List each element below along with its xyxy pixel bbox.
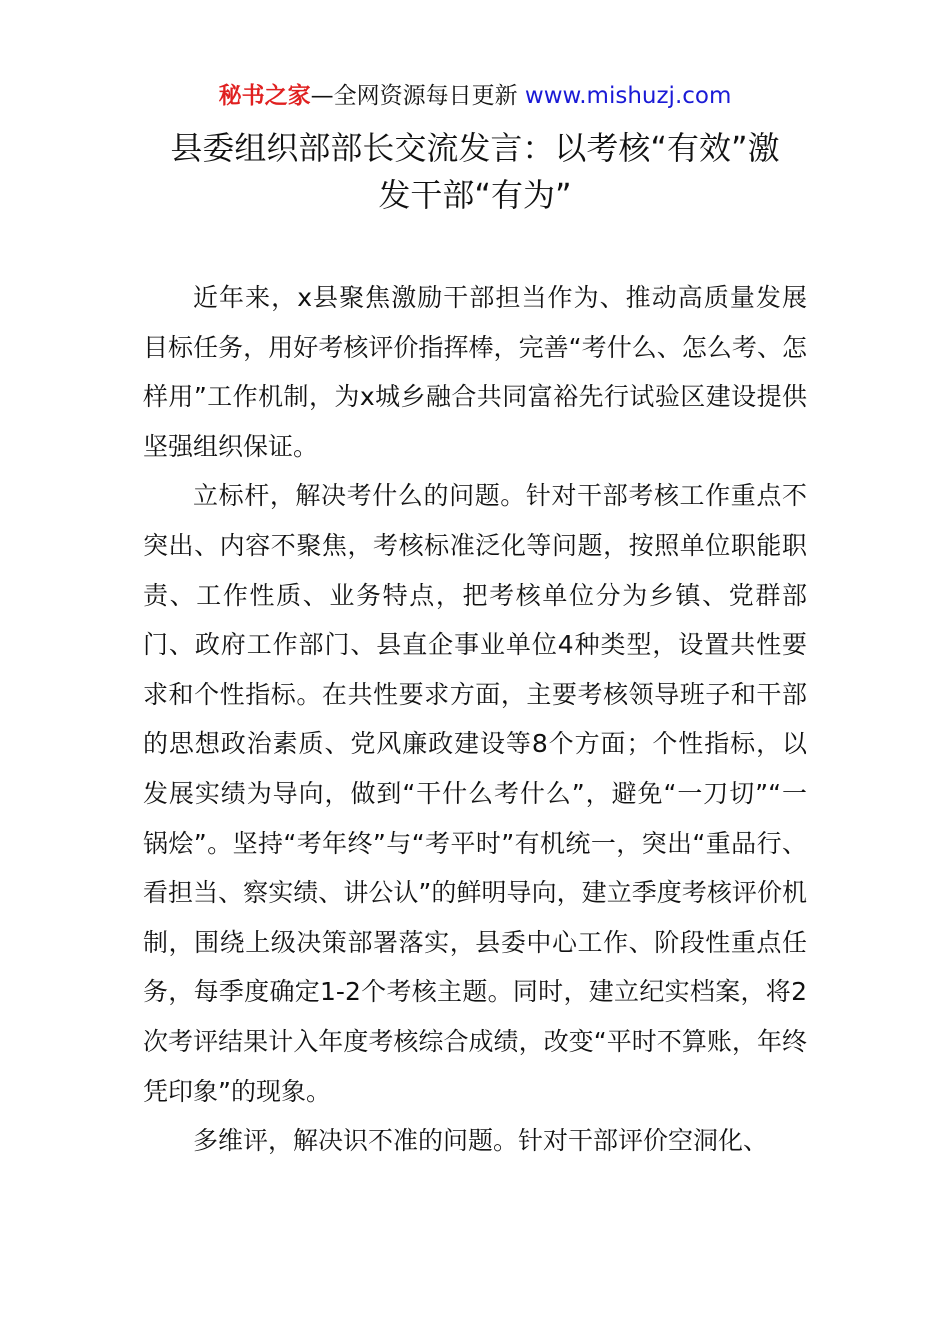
document-title-line-2: 发干部“有为”: [378, 176, 572, 214]
document-title: [120, 125, 830, 219]
paragraph-evaluation: 多维评，解决识不准的问题。针对干部评价空洞化、: [193, 1126, 769, 1156]
site-url-link[interactable]: www.mishuzj.com: [524, 83, 732, 109]
document-title-line-1: 县委组织部部长交流发言：以考核“有效”激: [170, 129, 780, 167]
paragraph-intro: 近年来，x县聚焦激励干部担当作为、推动高质量发展目标任务，用好考核评价指挥棒，完善“考什么、怎么考、怎样用”工作机制，为x城乡融合共同富裕先行试验区建设提供坚强组织保证。: [143, 283, 807, 461]
site-tagline: —全网资源每日更新: [310, 83, 525, 109]
site-brand: 秘书之家: [218, 83, 311, 109]
document-body: [143, 273, 807, 1166]
paragraph-standards: 立标杆，解决考什么的问题。针对干部考核工作重点不突出、内容不聚焦，考核标准泛化等问题，按照单位职能职责、工作性质、业务特点，把考核单位分为乡镇、党群部门、政府工作部门、县直企事业单位4种类型，设置共性要求和个性指标。在共性要求方面，主要考核领导班子和干部的思想政治素质、党风廉政建设等8个方面；个性指标，以发展实绩为导向，做到“干什么考什么”，避免“一刀切”“一锅烩”。坚持“考年终”与“考平时”有机统一，突出“重品行、看担当、察实绩、讲公认”的鲜明导向，建立季度考核评价机制，围绕上级决策部署落实，县委中心工作、阶段性重点任务，每季度确定1-2个考核主题。同时，建立纪实档案，将2次考评结果计入年度考核综合成绩，改变“平时不算账，年终凭印象”的现象。: [143, 481, 807, 1106]
site-header: [0, 80, 950, 112]
